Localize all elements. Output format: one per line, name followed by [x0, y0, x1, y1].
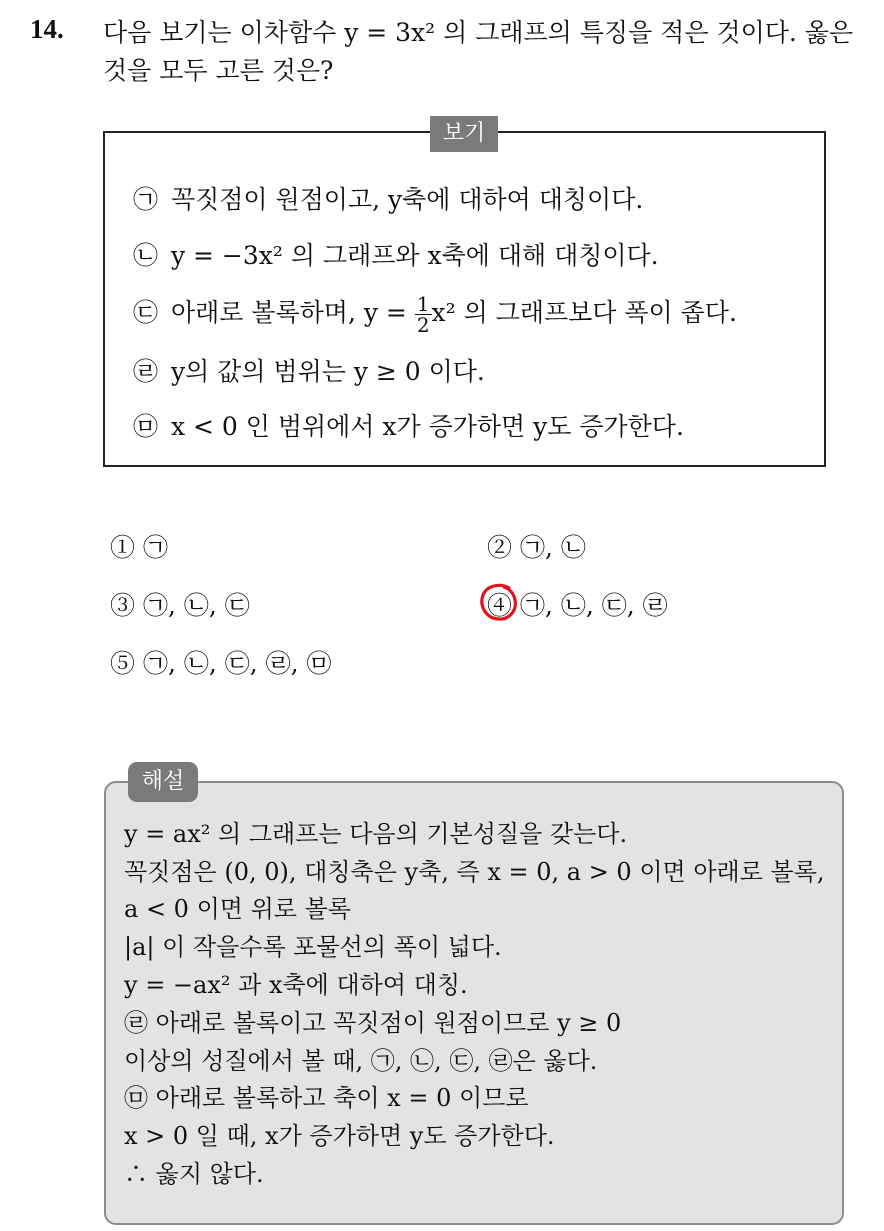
bogi-item-5	[133, 409, 684, 445]
question-text	[103, 14, 873, 90]
bogi-item-1	[133, 182, 643, 218]
bogi-mark: ㉢	[133, 298, 159, 327]
fraction-denominator: 2	[416, 313, 430, 337]
answer-highlight-circle	[479, 582, 519, 622]
solution-line-2: 꼭짓점은 (0, 0), 대칭축은 y축, 즉 x = 0, a > 0 이면 아래로 볼록,	[124, 858, 825, 886]
bogi-item-2	[133, 238, 659, 274]
bogi-mark: ㉣	[133, 357, 159, 386]
choice-1[interactable]: ① ㉠	[110, 533, 168, 562]
bogi-text: y = −3x² 의 그래프와 x축에 대해 대칭이다.	[170, 241, 659, 270]
fraction	[415, 294, 432, 335]
bogi-item-3	[133, 294, 737, 335]
question-line-1: 다음 보기는 이차함수 y = 3x² 의 그래프의 특징을 적은 것이다. 옳은	[103, 18, 854, 47]
bogi-mark: ㉡	[133, 241, 159, 270]
bogi-text: x < 0 인 범위에서 x가 증가하면 y도 증가한다.	[170, 412, 684, 441]
solution-line-10: ∴ 옳지 않다.	[124, 1160, 264, 1188]
bogi-mark: ㉠	[133, 185, 159, 214]
solution-line-4: |a| 이 작을수록 포물선의 폭이 넓다.	[124, 933, 502, 961]
choice-3[interactable]: ③ ㉠, ㉡, ㉢	[110, 591, 250, 620]
bogi-text: 꼭짓점이 원점이고, y축에 대하여 대칭이다.	[170, 185, 644, 214]
fraction-numerator: 1	[416, 292, 430, 316]
solution-line-1: y = ax² 의 그래프는 다음의 기본성질을 갖는다.	[124, 820, 628, 848]
solution-line-6: ㉣ 아래로 볼록이고 꼭짓점이 원점이므로 y ≥ 0	[124, 1009, 622, 1037]
solution-line-9: x > 0 일 때, x가 증가하면 y도 증가한다.	[124, 1122, 555, 1150]
bogi-tag: 보기	[430, 116, 498, 152]
bogi-item-4	[133, 354, 485, 390]
solution-line-3: a < 0 이면 위로 볼록	[124, 895, 351, 923]
question-number: 14.	[30, 14, 64, 44]
solution-tag: 해설	[128, 762, 198, 802]
choice-2[interactable]: ② ㉠, ㉡	[487, 533, 586, 562]
bogi-text-after: x² 의 그래프보다 폭이 좁다.	[431, 298, 737, 327]
choice-5[interactable]: ⑤ ㉠, ㉡, ㉢, ㉣, ㉤	[110, 649, 332, 678]
solution-line-5: y = −ax² 과 x축에 대하여 대칭.	[124, 971, 468, 999]
bogi-text-before: 아래로 볼록하며, y =	[170, 298, 415, 327]
bogi-mark: ㉤	[133, 412, 159, 441]
choice-4[interactable]: ④ ㉠, ㉡, ㉢, ㉣	[487, 591, 668, 620]
solution-line-8: ㉤ 아래로 볼록하고 축이 x = 0 이므로	[124, 1084, 529, 1112]
bogi-text: y의 값의 범위는 y ≥ 0 이다.	[170, 357, 485, 386]
question-line-2: 것을 모두 고른 것은?	[103, 56, 334, 85]
solution-line-7: 이상의 성질에서 볼 때, ㉠, ㉡, ㉢, ㉣은 옳다.	[124, 1047, 598, 1075]
